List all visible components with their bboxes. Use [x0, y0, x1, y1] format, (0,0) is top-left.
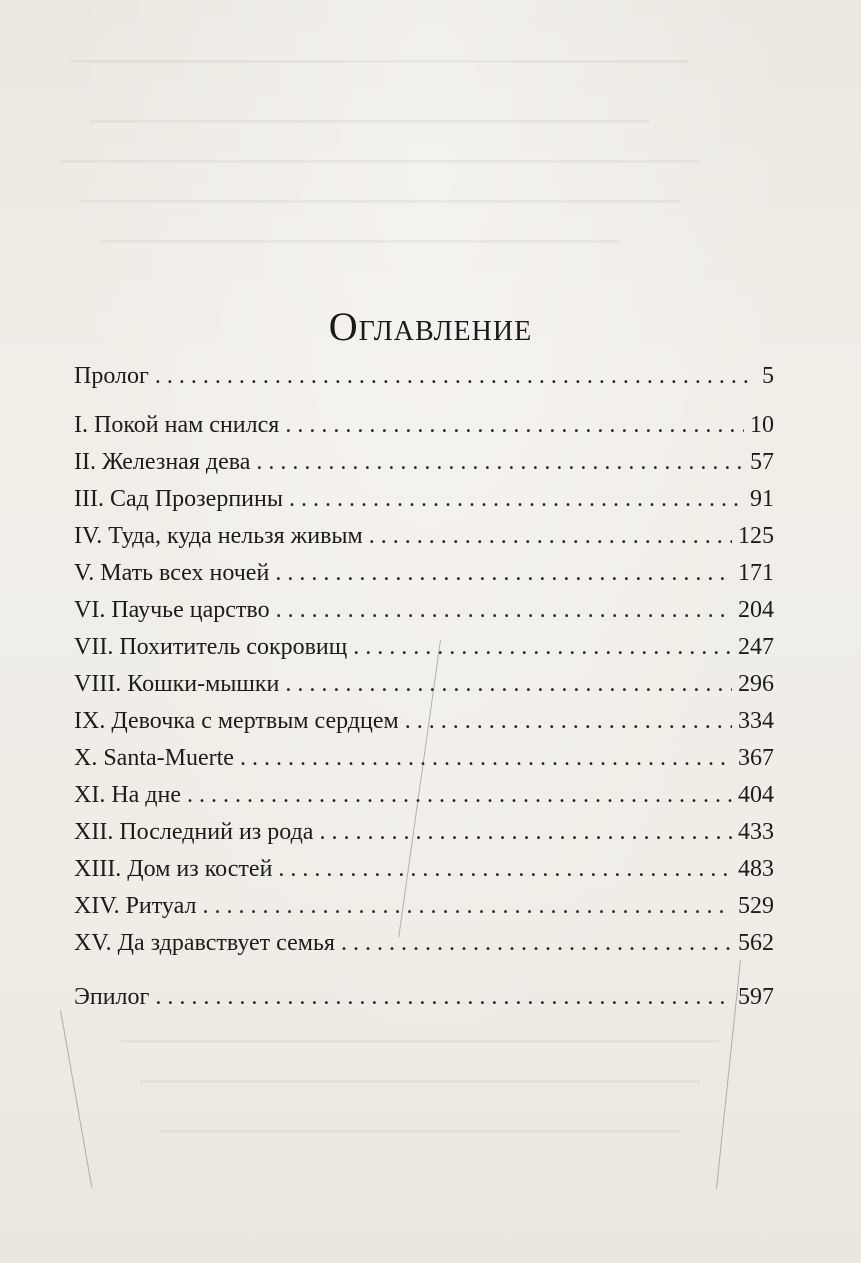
toc-entry: [74, 814, 774, 850]
toc-entry-title: I. Покой нам снился: [74, 412, 280, 438]
toc-entry-page: 10: [750, 412, 774, 438]
toc-entry: [74, 925, 774, 961]
toc-entry-title: XV. Да здравствует семья: [74, 930, 335, 956]
toc-entry-page: 204: [738, 597, 774, 623]
toc-entry: [74, 703, 774, 739]
dot-leader: [341, 925, 732, 961]
bleed-through-line: [160, 1130, 680, 1133]
toc-entry-title: XII. Последний из рода: [74, 819, 314, 845]
dot-leader: [278, 851, 732, 887]
toc-entry: [74, 851, 774, 887]
dot-leader: [353, 629, 732, 665]
page-title: Оглавление: [328, 303, 533, 349]
toc-entry-page: 483: [738, 856, 774, 882]
toc-entry-page: 433: [738, 819, 774, 845]
dot-leader: [155, 358, 756, 394]
dot-leader: [256, 444, 744, 480]
toc-entry: [74, 777, 774, 813]
bleed-through-line: [90, 120, 650, 123]
dot-leader: [289, 481, 744, 517]
toc-entry-title: Эпилог: [74, 984, 150, 1010]
toc-entry-title: VII. Похититель сокровищ: [74, 634, 348, 660]
toc-entry: [74, 518, 774, 554]
toc-entry-title: IX. Девочка с мертвым сердцем: [74, 708, 399, 734]
toc-entry: [74, 888, 774, 924]
toc-entry-page: 562: [738, 930, 774, 956]
dot-leader: [202, 888, 732, 924]
dot-leader: [275, 555, 732, 591]
toc-entry-page: 404: [738, 782, 774, 808]
toc-entry: [74, 444, 774, 480]
toc-entry-page: 597: [738, 984, 774, 1010]
toc-entry-title: Пролог: [74, 363, 149, 389]
toc-entry-page: 296: [738, 671, 774, 697]
toc-entry-title: XI. На дне: [74, 782, 182, 808]
toc-entry-page: 91: [750, 486, 774, 512]
dot-leader: [285, 666, 732, 702]
toc-entry-title: XIV. Ритуал: [74, 893, 197, 919]
toc-entry-page: 334: [738, 708, 774, 734]
bleed-through-line: [80, 200, 680, 203]
bleed-through-line: [100, 240, 620, 243]
toc-entry-title: IV. Туда, куда нельзя живым: [74, 523, 363, 549]
dot-leader: [155, 979, 732, 1015]
dot-leader: [240, 740, 732, 776]
toc-entry: [74, 592, 774, 628]
toc-entry: [74, 629, 774, 665]
toc-entry: [74, 666, 774, 702]
toc-entry: [74, 407, 774, 443]
dot-leader: [187, 777, 732, 813]
toc-entry-title: II. Железная дева: [74, 449, 251, 475]
toc-entry-page: 171: [738, 560, 774, 586]
toc-entry-page: 125: [738, 523, 774, 549]
dot-leader: [369, 518, 732, 554]
toc-entry-page: 5: [762, 363, 774, 389]
toc-entry-epilogue: [74, 979, 774, 1015]
toc-entry-page: 57: [750, 449, 774, 475]
toc-entry-page: 247: [738, 634, 774, 660]
toc-entry: [74, 740, 774, 776]
bleed-through-line: [120, 1040, 720, 1043]
toc-entry: [74, 555, 774, 591]
dot-leader: [319, 814, 732, 850]
toc-entry: [74, 481, 774, 517]
toc-entry-page: 529: [738, 893, 774, 919]
toc-entry-title: VI. Паучье царство: [74, 597, 270, 623]
pencil-scratch: [60, 1010, 92, 1187]
dot-leader: [405, 703, 732, 739]
bleed-through-line: [140, 1080, 700, 1083]
dot-leader: [285, 407, 744, 443]
toc-entry-title: XIII. Дом из костей: [74, 856, 273, 882]
toc-entry-prologue: [74, 358, 774, 394]
toc-entry-title: VIII. Кошки-мышки: [74, 671, 280, 697]
bleed-through-line: [60, 160, 700, 163]
dot-leader: [276, 592, 732, 628]
toc-entry-title: X. Santa-Muerte: [74, 745, 234, 771]
bleed-through-line: [70, 60, 690, 63]
toc-entry-title: V. Мать всех ночей: [74, 560, 270, 586]
toc-entry-page: 367: [738, 745, 774, 771]
toc-entry-title: III. Сад Прозерпины: [74, 486, 283, 512]
